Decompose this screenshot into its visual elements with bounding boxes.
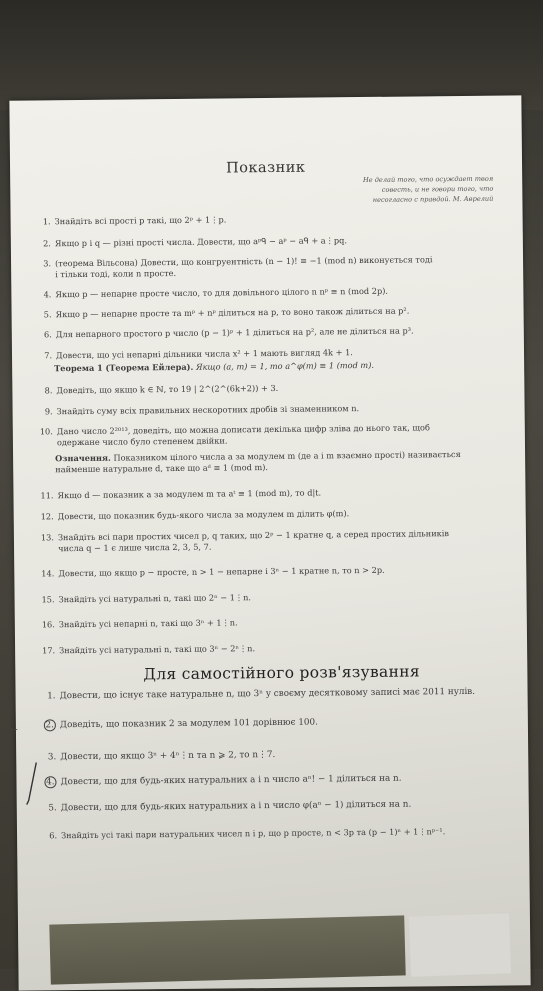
definition-text: Показником цілого числа a за модулем m (де a і m взаємно прості) називається bbox=[113, 448, 461, 463]
problem-text-continued: числа q − 1 є лише числа 2, 3, 5, 7. bbox=[57, 541, 212, 554]
problem-item bbox=[35, 403, 360, 417]
handwritten-circled-number: 4. bbox=[44, 776, 57, 788]
problem-number: 10. bbox=[39, 426, 53, 437]
problem-number: 16. bbox=[41, 619, 55, 630]
problem-text: Довести, що існує таке натуральне n, що 3ⁿ у своєму десятковому записі має 2011 нулів. bbox=[59, 686, 476, 702]
problem-text: Довести, що показник будь-якого числа за модулем m ділить φ(m). bbox=[57, 508, 350, 522]
problem-item bbox=[34, 347, 353, 361]
problem-text: Знайдіть всі пари простих чисел p, q таких, що 2ᵖ − 1 кратне q, а серед простих дільників bbox=[57, 528, 450, 543]
definition-text-continued: найменше натуральне d, таке що aᵈ ≡ 1 (mod m). bbox=[55, 462, 269, 475]
problem-number: 17. bbox=[42, 645, 56, 656]
problem-item bbox=[34, 306, 410, 321]
problem-text: Довести, що для будь-яких натуральних a і n число φ(aⁿ − 1) ділиться на n. bbox=[60, 799, 412, 814]
problem-text-continued: одержане число було степенем двійки. bbox=[56, 435, 228, 448]
problem-text: Для непарного простого p число (p − 1)ᵖ + 1 ділиться на p², але не ділиться на p³. bbox=[55, 325, 414, 340]
problem-number: 5. bbox=[48, 803, 57, 814]
problem-text: (теорема Вільсона) Довести, що конгруентність (n − 1)! ≡ −1 (mod n) виконується тоді bbox=[55, 254, 433, 269]
problem-item bbox=[37, 617, 238, 630]
problem-item bbox=[33, 214, 227, 227]
problem-text: Якщо p — непарне просте число, то для довільного цілого n nᵖ ≡ n (mod 2p). bbox=[55, 285, 389, 300]
problem-text-continued: і тільки тоді, коли n просте. bbox=[55, 267, 177, 280]
problem-item bbox=[33, 254, 433, 280]
problem-item bbox=[36, 508, 350, 522]
problem-item bbox=[33, 286, 388, 301]
problem-number: 9. bbox=[44, 406, 53, 417]
problem-text: Довести, що для будь-яких натуральних a і n число aⁿ! − 1 ділиться на n. bbox=[60, 773, 402, 788]
self-study-item bbox=[39, 800, 412, 815]
underlying-paper-sheet bbox=[49, 915, 405, 984]
problem-text: Знайдіть усі натуральні n, такі що 2ⁿ − 1⋮n. bbox=[58, 592, 251, 605]
epigraph bbox=[293, 174, 493, 206]
problem-text: Знайдіть усі непарні n, такі що 3ⁿ + 1⋮n. bbox=[58, 617, 238, 630]
problem-text: Якщо d — показник a за модулем m та aᵗ ≡ 1 (mod m), то d|t. bbox=[57, 487, 322, 501]
section-title: Для самостійного розв'язування bbox=[143, 662, 420, 684]
problem-item bbox=[36, 565, 384, 580]
problem-text: Довести, що усі непарні дільники числа x² + 1 мають вигляд 4k + 1. bbox=[55, 347, 353, 361]
problem-text: Знайдіть всі прості p такі, що 2ᵖ + 1⋮p. bbox=[54, 214, 227, 227]
self-study-item bbox=[38, 687, 476, 703]
self-study-item bbox=[39, 826, 445, 841]
problem-text: Знайдіть усі натуральні n, такі що 3ⁿ − 2ⁿ⋮n. bbox=[59, 643, 256, 656]
handwritten-circled-number: 2. bbox=[43, 719, 56, 731]
problem-number: 7. bbox=[44, 350, 53, 361]
problem-item bbox=[35, 487, 321, 501]
problem-item bbox=[35, 422, 430, 448]
problem-item bbox=[37, 643, 255, 656]
problem-number: 6. bbox=[43, 329, 52, 340]
problem-number: 6. bbox=[49, 830, 58, 841]
definition-block bbox=[55, 449, 461, 475]
problem-text: Довести, що якщо 3ⁿ + 4ⁿ⋮n та n ⩾ 2, то n⋮7. bbox=[60, 749, 276, 763]
problem-number: 8. bbox=[44, 385, 53, 396]
self-study-item bbox=[38, 774, 401, 789]
problem-number: 1. bbox=[47, 691, 56, 702]
problem-number: 3. bbox=[43, 258, 52, 269]
problem-number: 14. bbox=[41, 568, 55, 579]
problem-item bbox=[34, 383, 278, 397]
epigraph-line: Не делай того, что осуждает твоя bbox=[362, 174, 494, 185]
dark-background-top bbox=[0, 0, 543, 110]
problem-text: Якщо p — непарне просте та mᵖ + nᵖ ділиться на p, то воно також ділиться на p². bbox=[55, 305, 410, 320]
theorem-label: Теорема 1 bbox=[54, 362, 103, 374]
self-study-item bbox=[38, 718, 318, 732]
theorem-text: Якщо (a, m) = 1, то a^φ(m) ≡ 1 (mod m). bbox=[195, 359, 375, 372]
worksheet-page bbox=[9, 95, 530, 990]
problem-text: Доведіть, що показник 2 за модулем 101 дорівнює 100. bbox=[59, 717, 318, 731]
pen-dash-mark: − bbox=[9, 724, 19, 736]
theorem-name: (Теорема Ейлера). bbox=[105, 361, 194, 373]
problem-text: Доведіть, що якщо k ∈ ℕ, то 19 | 2^(2^(6k+2)) + 3. bbox=[56, 382, 279, 396]
problem-number: 13. bbox=[40, 532, 54, 543]
problem-number: 12. bbox=[40, 511, 54, 522]
problem-item bbox=[37, 592, 251, 605]
self-study-item bbox=[38, 750, 275, 763]
problem-number: 11. bbox=[40, 490, 54, 501]
epigraph-line: несогласно с правдой. М. Аврелий bbox=[372, 194, 494, 204]
problem-number: 1. bbox=[42, 216, 51, 227]
problem-item bbox=[36, 528, 450, 554]
definition-label: Означення. bbox=[55, 452, 111, 464]
problem-text: Довести, що якщо p − просте, n > 1 − непарне і 3ⁿ − 1 кратне n, то n > 2p. bbox=[58, 564, 385, 579]
problem-number: 15. bbox=[41, 594, 55, 605]
epigraph-line: совесть, и не говори того, что bbox=[381, 184, 494, 194]
problem-item bbox=[34, 325, 414, 340]
paper-scrap bbox=[409, 913, 511, 976]
theorem-block bbox=[54, 360, 374, 374]
problem-item bbox=[33, 235, 347, 249]
problem-text: Знайдіть усі такі пари натуральних чисел n і p, що p просте, n < 3p та (p − 1)ⁿ + 1⋮nᵖ⁻¹. bbox=[60, 826, 446, 841]
problem-text: Знайдіть суму всіх правильних нескоротних дробів зі знаменником n. bbox=[56, 403, 360, 417]
problem-number: 5. bbox=[43, 309, 52, 320]
page-title: Показник bbox=[225, 159, 306, 177]
pen-stroke-mark bbox=[24, 760, 38, 806]
problem-number: 2. bbox=[42, 238, 51, 249]
problem-text: Якщо p і q — різні прості числа. Довести, що aᵖᑫ − aᵖ − aᑫ + a⋮pq. bbox=[54, 235, 347, 249]
problem-text: Дано число 2²⁰¹³, доведіть, що можна дописати декілька цифр зліва до нього так, щоб bbox=[56, 422, 430, 437]
problem-number: 4. bbox=[43, 289, 52, 300]
problem-number: 3. bbox=[47, 752, 57, 763]
